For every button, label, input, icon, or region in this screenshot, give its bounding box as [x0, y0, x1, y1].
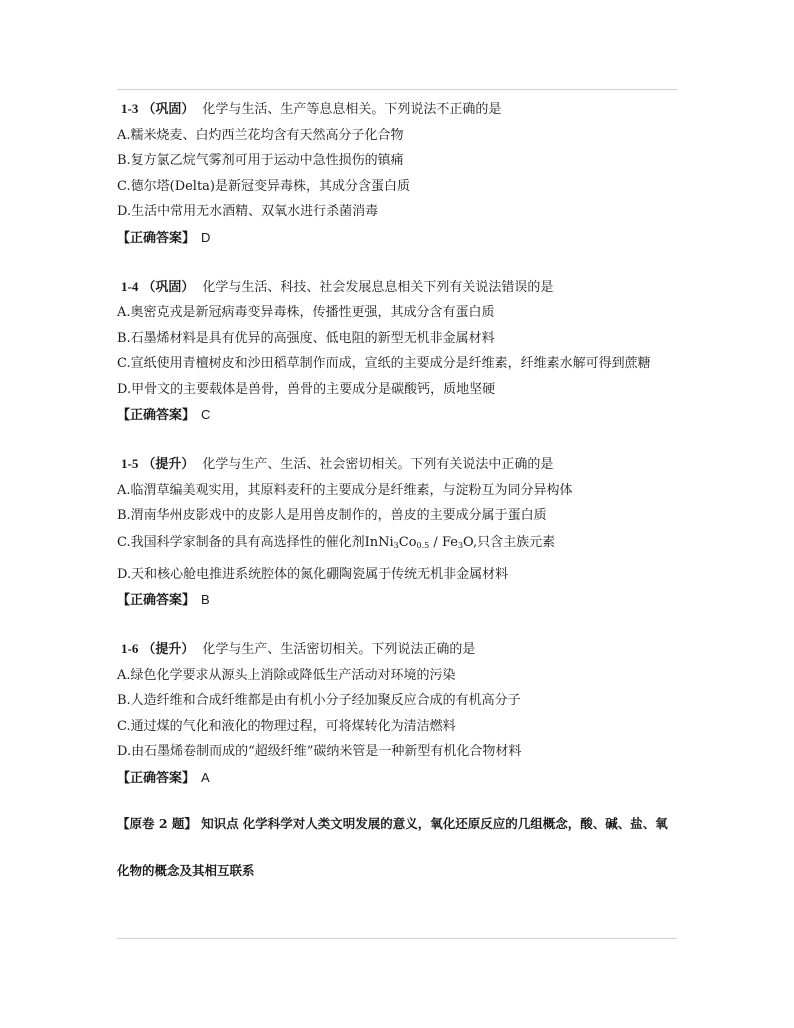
- option-a: A.临渭草编美观实用，其原料麦秆的主要成分是纤维素，与淀粉互为同分异构体: [117, 482, 573, 498]
- question-text: 化学与生活、科技、社会发展息息相关下列有关说法错误的是: [202, 279, 554, 295]
- header-rule: [117, 89, 677, 90]
- formula-part: Co: [398, 534, 417, 550]
- option-d: D.天和核心舱电推进系统腔体的氮化硼陶瓷属于传统无机非金属材料: [117, 566, 509, 582]
- question-text: 化学与生活、生产等息息相关。下列说法不正确的是: [202, 102, 502, 117]
- question-stem: [117, 96, 687, 123]
- answer-value: D: [201, 229, 211, 245]
- question-tag: （提升）: [142, 642, 195, 657]
- option-c: C.德尔塔(Delta)是新冠变异毒株，其成分含蛋白质: [117, 178, 411, 194]
- question-tag: （巩固）: [142, 102, 195, 117]
- option-a: A.糯米烧麦、白灼西兰花均含有天然高分子化合物: [117, 127, 404, 143]
- question-stem: [117, 274, 687, 301]
- answer-label: 【正确答案】: [117, 770, 196, 786]
- question-number: 1-4: [121, 278, 139, 294]
- question-text: 化学与生产、生活、社会密切相关。下列有关说法中正确的是: [202, 457, 554, 472]
- question-text: 化学与生产、生活密切相关。下列说法正确的是: [202, 642, 476, 657]
- question-stem: [117, 636, 687, 663]
- question-number: 1-6: [121, 641, 139, 656]
- correct-answer: [117, 402, 687, 429]
- option-a: A.奥密克戎是新冠病毒变异毒株，传播性更强，其成分含有蛋白质: [117, 305, 495, 320]
- question-tag: （提升）: [142, 457, 195, 472]
- option-b: B.石墨烯材料是具有优异的高强度、低电阻的新型无机非金属材料: [117, 330, 495, 346]
- question-tag: （巩固）: [142, 279, 195, 295]
- question-1-5: [117, 451, 687, 614]
- option-c-prefix: C.我国科学家制备的具有高选择性的催化剂: [117, 534, 365, 550]
- knowledge-point-topics-continued: 化物的概念及其相互联系: [117, 862, 255, 878]
- answer-label: 【正确答案】: [117, 408, 196, 423]
- option-c: [117, 529, 687, 560]
- answer-value: B: [201, 592, 210, 607]
- original-question-info: [117, 814, 687, 881]
- option-d: D.甲骨文的主要载体是兽骨，兽骨的主要成分是碳酸钙，质地坚硬: [117, 381, 496, 397]
- question-stem: [117, 451, 687, 478]
- formula-subscript: 3: [457, 540, 464, 550]
- option-c-suffix: ,只含主族元素: [472, 534, 556, 550]
- option-b: B.渭南华州皮影戏中的皮影人是用兽皮制作的，兽皮的主要成分属于蛋白质: [117, 508, 547, 523]
- question-1-3: [117, 96, 687, 252]
- formula-subscript: 3: [393, 540, 399, 550]
- knowledge-point-topics: 化学科学对人类文明发展的意义，氧化还原反应的几组概念，酸、碱、盐、氧: [242, 815, 668, 831]
- question-number: 1-5: [121, 456, 139, 471]
- answer-label: 【正确答案】: [117, 230, 196, 246]
- formula-subscript: 0.5: [416, 540, 430, 550]
- question-1-6: [117, 636, 687, 792]
- question-number: 1-3: [121, 101, 139, 116]
- correct-answer: [117, 765, 687, 792]
- question-1-4: [117, 274, 687, 430]
- document-body: [117, 96, 687, 881]
- answer-value: C: [201, 407, 211, 422]
- knowledge-point-line: [117, 814, 687, 834]
- answer-label: 【正确答案】: [117, 593, 196, 608]
- correct-answer: [117, 225, 687, 252]
- footer-rule: [117, 938, 677, 939]
- formula-part: O: [463, 534, 473, 550]
- option-a: A.绿色化学要求从源头上消除或降低生产活动对环境的污染: [117, 667, 456, 683]
- formula-slash: /: [429, 534, 442, 550]
- formula-part: Fe: [441, 534, 458, 550]
- option-b: B.人造纤维和合成纤维都是由有机小分子经加聚反应合成的有机高分子: [117, 693, 521, 708]
- option-d: D.生活中常用无水酒精、双氧水进行杀菌消毒: [117, 204, 379, 219]
- knowledge-point-prefix: 【原卷 2 题】 知识点: [117, 815, 239, 831]
- formula-part: InNi: [364, 534, 394, 550]
- correct-answer: [117, 587, 687, 614]
- option-b: B.复方氯乙烷气雾剂可用于运动中急性损伤的镇痛: [117, 153, 404, 168]
- answer-value: A: [201, 769, 210, 785]
- option-d: D.由石墨烯卷制而成的“超级纤维”碳纳米管是一种新型有机化合物材料: [117, 744, 522, 759]
- option-c: C.通过煤的气化和液化的物理过程，可将煤转化为清洁燃料: [117, 718, 456, 734]
- option-c: C.宣纸使用青檀树皮和沙田稻草制作而成，宣纸的主要成分是纤维素，纤维素水解可得到蔗糖: [117, 356, 651, 371]
